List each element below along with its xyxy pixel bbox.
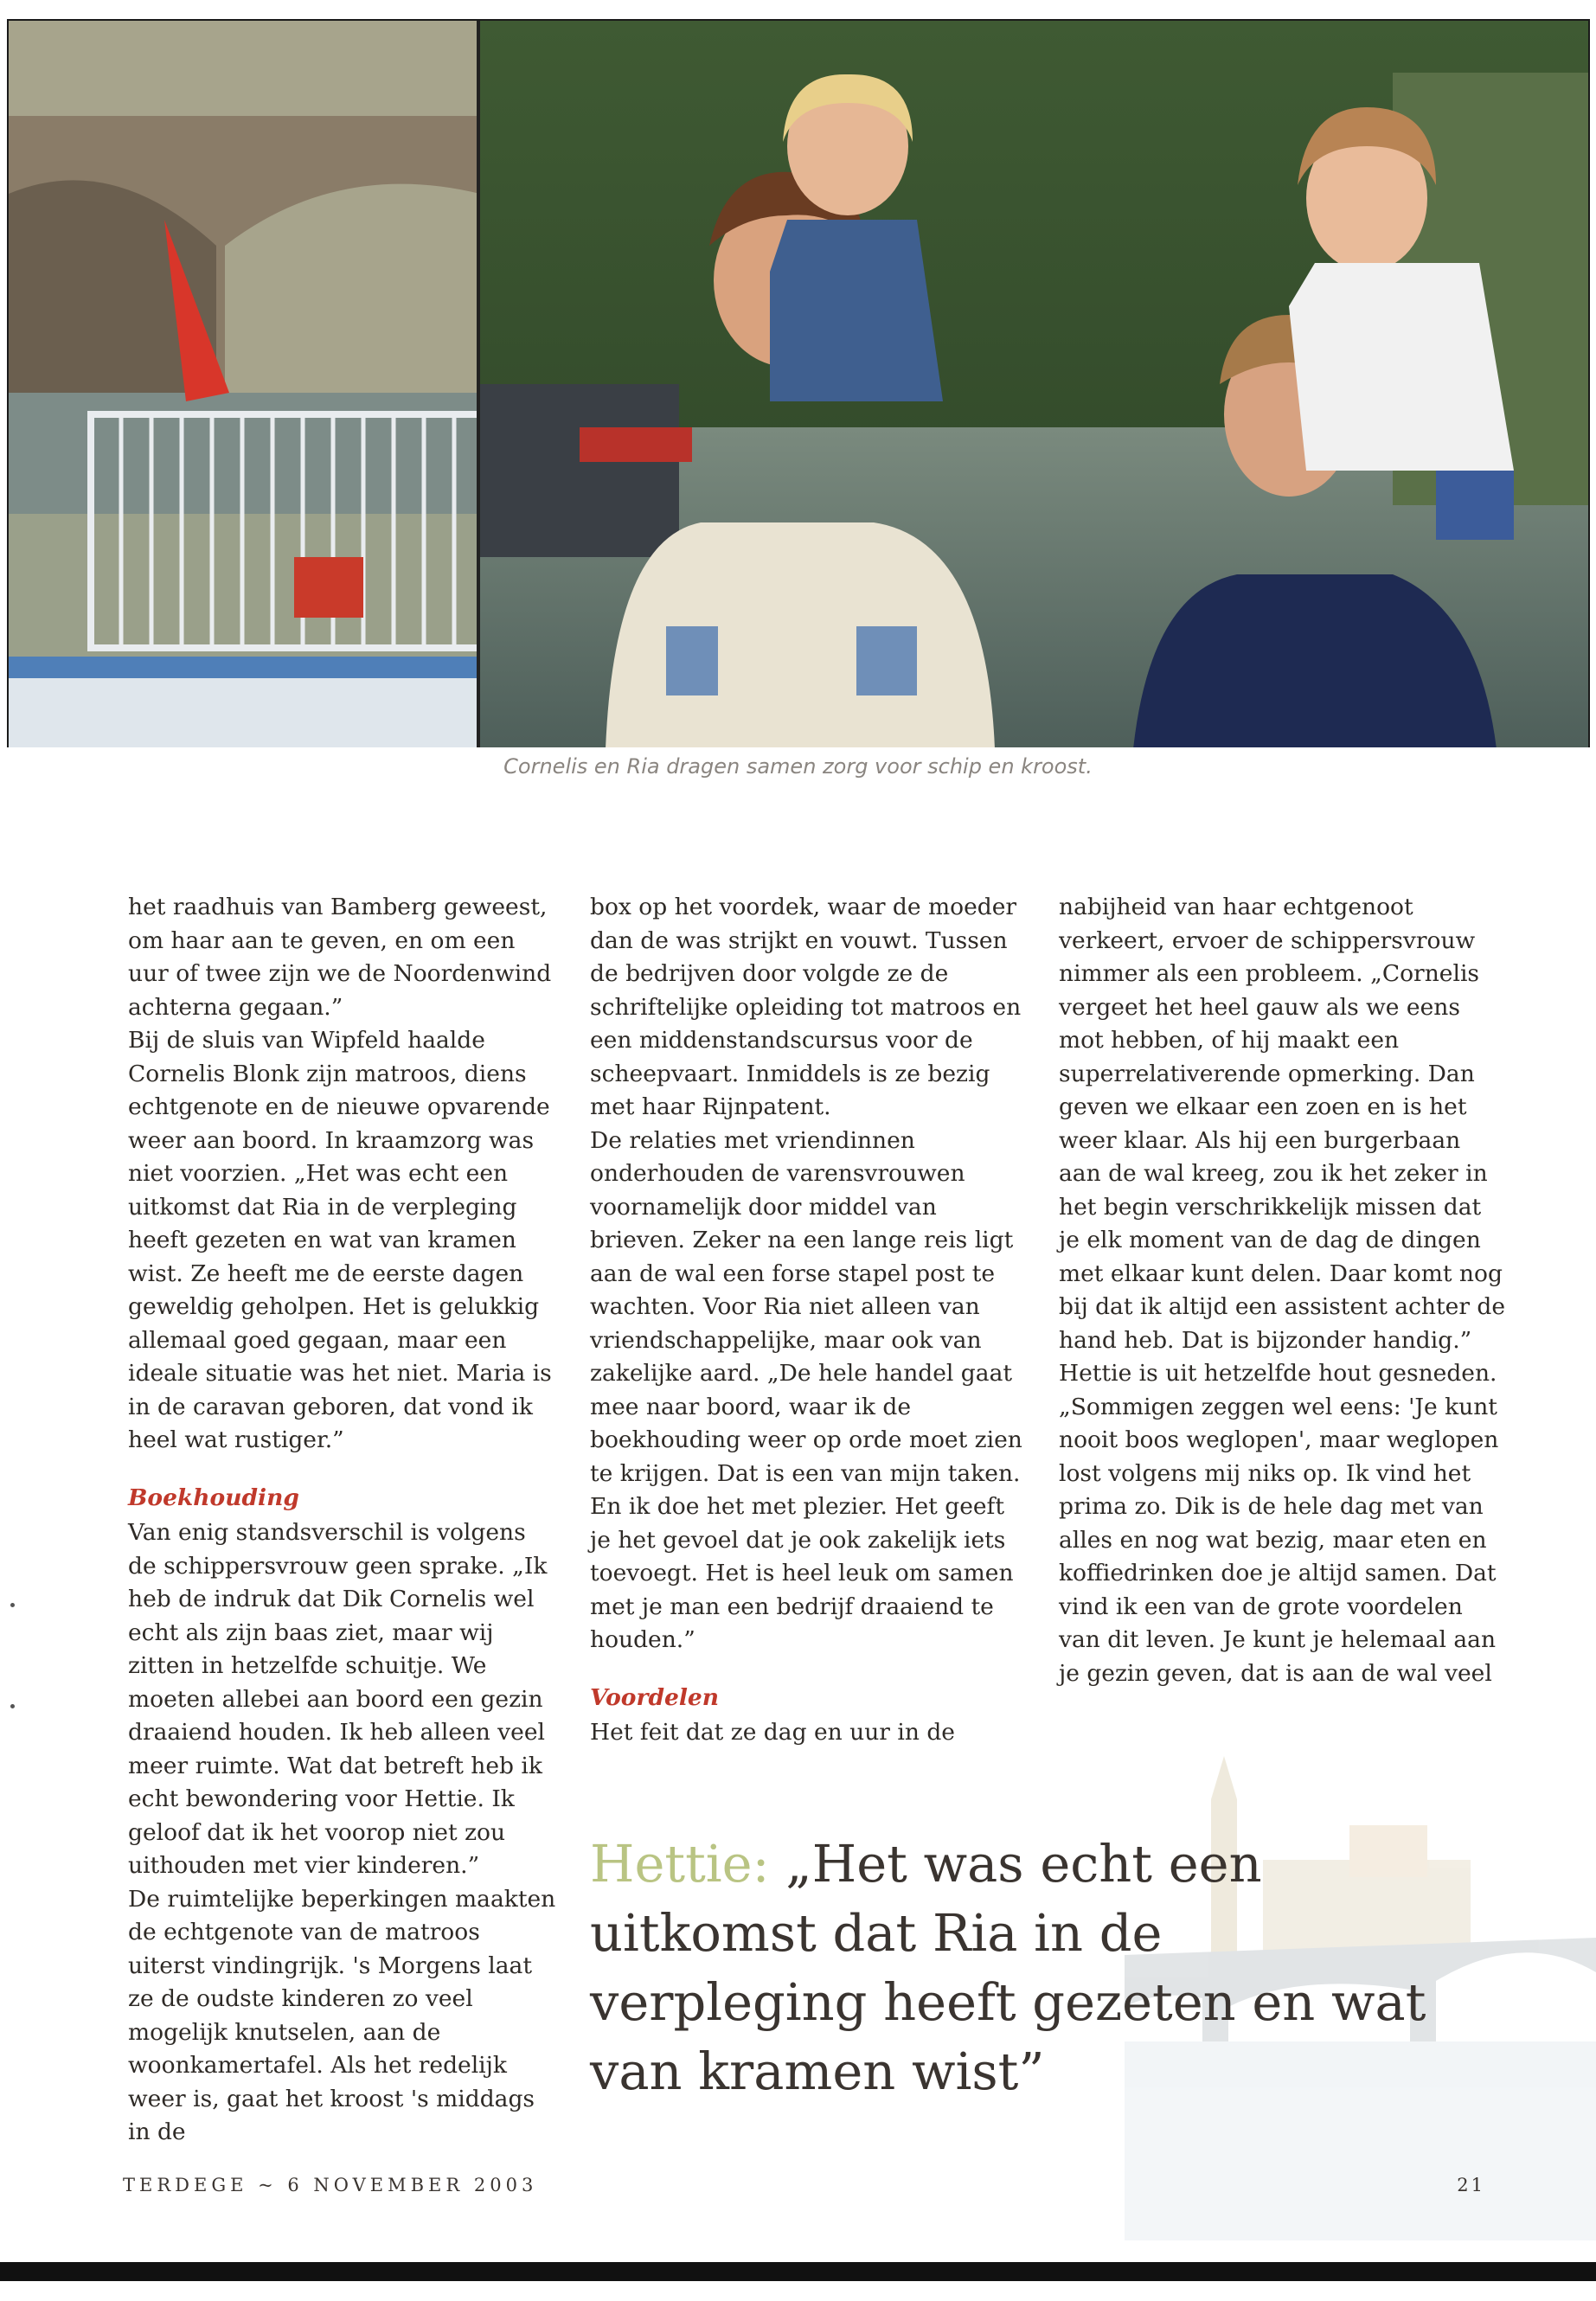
page-number: 21 [1457,2175,1485,2195]
section-heading-boekhouding: Boekhouding [128,1484,299,1511]
paragraph: nabijheid van haar echtgenoot verkeert, ervoer de schippersvrouw nimmer als een probleem. „Cornelis vergeet het heel gauw als we eens mot hebben, of hij maakt een superrelativerende opmerking. Dan geven we elkaar een zoen en is het weer klaar. Als hij een burgerbaan aan de wal kreeg, zou ik het zeker in het begin verschrikkelijk missen dat je elk moment van de dag de dingen met elkaar kunt delen. Daar komt nog bij dat ik altijd een assistent achter de hand heb. Dat is bijzonder handig.” [1059,894,1506,1354]
photo-caption: Cornelis en Ria dragen samen zorg voor schip en kroost. [503,754,1093,779]
paragraph: Bij de sluis van Wipfeld haalde Cornelis Blonk zijn matroos, diens echtgenote en de nieuwe opvarende weer aan boord. In kraamzorg was niet voorzien. „Het was echt een uitkomst dat Ria in de verpleging heeft gezeten en wat van kramen wist. Ze heeft me de eerste dagen geweldig geholpen. Het is gelukkig allemaal goed gegaan, maar een ideale situatie was het niet. Maria is in de caravan geboren, dat vond ik heel wat rustiger.” [128,1027,552,1453]
pull-quote [590,1830,1455,2106]
paragraph: box op het voordek, waar de moeder dan de was strijkt en vouwt. Tussen de bedrijven door volgde ze de schriftelijke opleiding tot matroos en een middenstandscursus voor de scheepvaart. Inmiddels is ze bezig met haar Rijnpatent. [590,894,1022,1120]
article-photo [7,19,1590,747]
paragraph: Het feit dat ze dag en uur in de [590,1719,955,1746]
article-column-1 [128,891,561,2150]
paragraph: het raadhuis van Bamberg geweest, om haar aan te geven, en om een uur of twee zijn we de Noordenwind achterna gegaan.” [128,894,552,1021]
photo-illustration [9,21,1590,747]
article-column-2 [590,891,1022,1750]
article-column-3 [1059,891,1509,1690]
pull-quote-text: „Het was echt een uitkomst dat Ria in de verpleging heeft gezeten en wat van kramen wist” [590,1834,1426,2101]
section-heading-voordelen: Voordelen [590,1683,720,1711]
paragraph: Van enig standsverschil is volgens de schippersvrouw geen sprake. „Ik heb de indruk dat Dik Cornelis wel echt als zijn baas ziet, maar wij zitten in hetzelfde schuitje. We moeten allebei aan boord een gezin draaiend houden. Ik heb alleen veel meer ruimte. Wat dat betreft heb ik echt bewondering voor Hettie. Ik geloof dat ik het voorop niet zou uithouden met vier kinderen.” [128,1519,548,1879]
publication-footer: TERDEGE ~ 6 NOVEMBER 2003 [123,2175,538,2195]
margin-mark [10,1603,15,1607]
pull-quote-speaker: Hettie: [590,1834,770,1894]
margin-mark [10,1704,15,1708]
paragraph: Hettie is uit hetzelfde hout gesneden. „Sommigen zeggen wel eens: 'Je kunt nooit boos weglopen', maar weglopen lost volgens mij niks op. Ik vind het prima zo. Dik is de hele dag met van alles en nog wat bezig, maar eten en koffiedrinken doe je altijd samen. Dat vind ik een van de grote voordelen van dit leven. Je kunt je helemaal aan je gezin geven, dat is aan de wal veel [1059,1360,1499,1687]
paragraph: De ruimtelijke beperkingen maakten de echtgenote van de matroos uiterst vindingrijk. 's Morgens laat ze de oudste kinderen zo veel mogelijk knutselen, aan de woonkamertafel. Als het redelijk weer is, gaat het kroost 's middags in de [128,1885,556,2145]
paragraph: De relaties met vriendinnen onderhouden de varensvrouwen voornamelijk door middel van brieven. Zeker na een lange reis ligt aan de wal een forse stapel post te wachten. Voor Ria niet alleen van vriendschappelijke, maar ook van zakelijke aard. „De hele handel gaat mee naar boord, waar ik de boekhouding weer op orde moet zien te krijgen. Dat is een van mijn taken. En ik doe het met plezier. Het geeft je het gevoel dat je ook zakelijk iets toevoegt. Het is heel leuk om samen met je man een bedrijf draaiend te houden.” [590,1126,1022,1653]
scan-edge [0,2262,1596,2281]
